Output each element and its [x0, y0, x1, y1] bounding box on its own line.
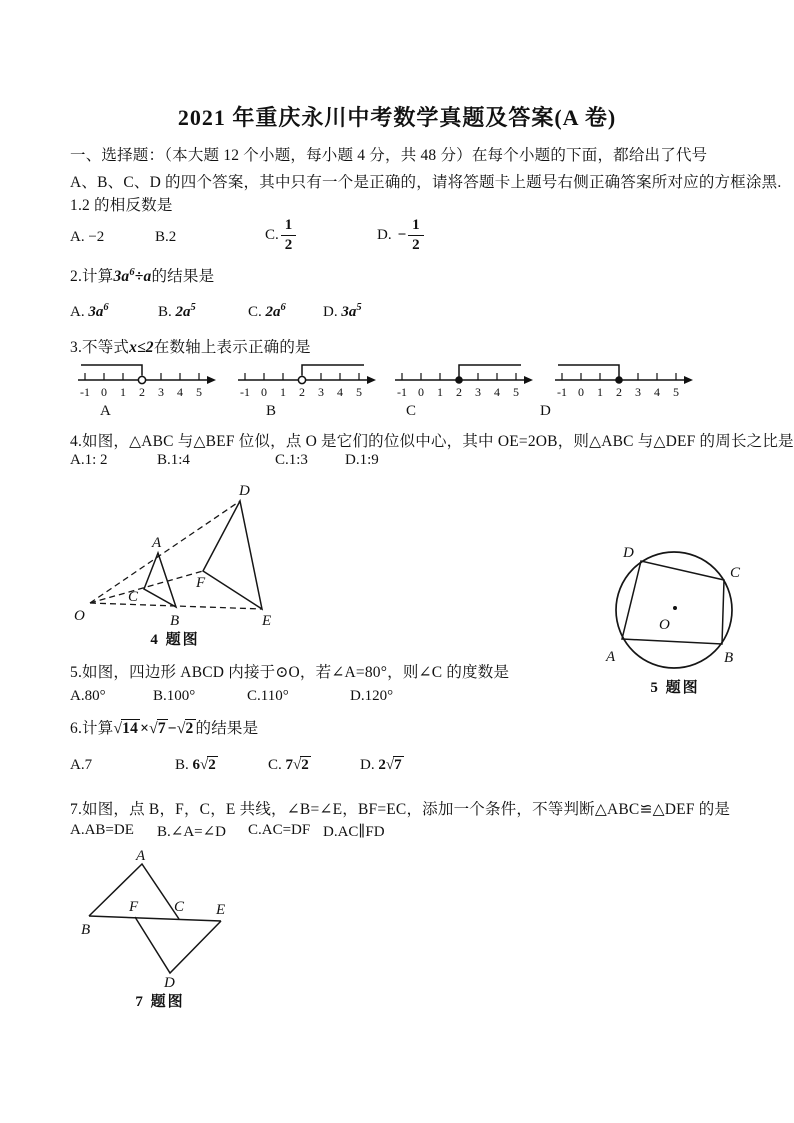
fraction — [408, 217, 424, 253]
q6-stem-prefix: 6.计算 — [70, 720, 114, 737]
ray-bracket-left — [81, 365, 142, 376]
axis-arrow — [684, 376, 693, 384]
svg-text:4: 4 — [494, 385, 500, 399]
page-title: 2021 年重庆永川中考数学真题及答案(A 卷) — [177, 105, 617, 130]
svg-text:5: 5 — [356, 385, 362, 399]
q7-figure-caption: 7 题图 — [135, 994, 185, 1010]
option-label: D. — [360, 757, 375, 773]
q2-expression-exponent: 6 — [129, 266, 135, 278]
sqrt-sign: √ — [385, 757, 395, 773]
ray-bracket-right — [459, 365, 521, 379]
option-math: 3a — [341, 304, 357, 320]
point-label-B: B — [81, 922, 91, 938]
q3-stem-math: x≤2 — [129, 339, 154, 356]
svg-text:1: 1 — [120, 385, 126, 399]
triangle-DEF — [135, 917, 221, 973]
svg-text:5: 5 — [196, 385, 202, 399]
q6-stem — [70, 716, 258, 738]
option-label: D. — [323, 304, 338, 320]
sqrt-sign: √ — [200, 757, 209, 773]
sqrt-sign: √ — [293, 757, 302, 773]
point-label-O: O — [74, 608, 85, 624]
q6-option-b — [175, 757, 218, 774]
svg-text:2: 2 — [299, 385, 305, 399]
svg-text:0: 0 — [578, 385, 584, 399]
q4-figure-caption: 4 题图 — [150, 632, 200, 648]
sqrt-radicand: 2 — [208, 757, 216, 773]
q2-stem-suffix: 的结果是 — [151, 268, 215, 285]
svg-text:1: 1 — [437, 385, 443, 399]
svg-text:4: 4 — [177, 385, 183, 399]
point-label-B: B — [170, 613, 180, 629]
dashed-ray-O-D — [90, 501, 240, 603]
q5-option-a: A.80° — [70, 688, 106, 704]
q7-option-a: A.AB=DE — [70, 822, 134, 838]
axis-arrow — [207, 376, 216, 384]
q4-option-d: D.1:9 — [345, 452, 379, 468]
q1-option-d — [377, 216, 426, 254]
sqrt-radicand: 2 — [301, 757, 309, 773]
q7-figure-congruent-triangles — [70, 845, 290, 990]
point-label-C: C — [730, 565, 741, 581]
axis-arrow — [367, 376, 376, 384]
svg-text:1: 1 — [597, 385, 603, 399]
option-math: 2a — [265, 304, 281, 320]
option-exponent: 5 — [356, 302, 362, 313]
svg-text:5: 5 — [673, 385, 679, 399]
intro-line-2: A、B、C、D 的四个答案，其中只有一个是正确的，请将答题卡上题号右侧正确答案所对应的方框涂黑. — [70, 174, 782, 191]
minus-sign: − — [167, 720, 177, 737]
numberline-label-c: C — [406, 403, 417, 419]
q2-option-a — [70, 304, 109, 321]
q2-stem-prefix: 2.计算 — [70, 268, 114, 285]
intro-line-1: 一、选择题：（本大题 12 个小题，每小题 4 分，共 48 分）在每个小题的下面，都给出了代号 — [70, 147, 708, 164]
sqrt-expression — [149, 720, 168, 737]
numberline-option-a — [75, 356, 217, 406]
open-circle — [298, 376, 305, 383]
svg-text:3: 3 — [475, 385, 481, 399]
option-label: A. — [70, 304, 85, 320]
q4-figure-similar-triangles — [70, 473, 300, 633]
svg-text:4: 4 — [337, 385, 343, 399]
q7-stem: 7.如图，点 B，F，C，E 共线，∠B=∠E，BF=EC，添加一个条件，不等判断△ABC≌△DEF 的是 — [70, 801, 731, 818]
point-label-A: A — [136, 848, 146, 864]
q5-option-c: C.110° — [247, 688, 289, 704]
q5-option-d: D.120° — [350, 688, 394, 704]
svg-text:0: 0 — [101, 385, 107, 399]
option-exponent: 6 — [103, 302, 109, 313]
sqrt-radicand: 7 — [157, 720, 166, 737]
minus-sign: − — [397, 226, 407, 243]
option-label: C. — [268, 757, 282, 773]
q2-expression-base: 3a — [113, 268, 130, 285]
svg-text:0: 0 — [261, 385, 267, 399]
q2-stem — [70, 264, 214, 286]
numberline-option-b — [235, 356, 377, 406]
q5-figure-inscribed-quadrilateral — [595, 525, 755, 675]
dashed-ray-O-F — [90, 571, 203, 603]
q6-stem-suffix: 的结果是 — [195, 720, 259, 737]
point-label-F: F — [196, 575, 206, 591]
axis-arrow — [524, 376, 533, 384]
sqrt-radicand: 2 — [185, 720, 194, 737]
filled-circle — [455, 376, 463, 384]
point-label-E: E — [216, 902, 226, 918]
point-label-C: C — [128, 589, 139, 605]
numberline-label-a: A — [100, 403, 111, 419]
svg-text:4: 4 — [654, 385, 660, 399]
numberline-label-b: B — [266, 403, 277, 419]
q3-stem-prefix: 3.不等式 — [70, 339, 130, 356]
open-circle — [138, 376, 145, 383]
q2-expression-tail: ÷a — [134, 268, 152, 285]
q1-stem: 1.2 的相反数是 — [70, 197, 173, 214]
option-label: C. — [248, 304, 262, 320]
point-label-D: D — [239, 483, 250, 499]
svg-text:5: 5 — [513, 385, 519, 399]
option-exponent: 6 — [280, 302, 286, 313]
svg-text:-1: -1 — [557, 385, 567, 399]
center-label-O: O — [659, 617, 670, 633]
q2-option-b — [158, 304, 196, 321]
q2-option-c — [248, 304, 286, 321]
q7-option-c: C.AC=DF — [248, 822, 311, 838]
point-label-A: A — [606, 649, 616, 665]
filled-circle — [615, 376, 623, 384]
quadrilateral-ABCD — [622, 561, 724, 644]
q7-option-d: D.AC∥FD — [323, 824, 385, 840]
q4-stem: 4.如图，△ABC 与△BEF 位似，点 O 是它们的位似中心，其中 OE=2OB，则△ABC 与△DEF 的周长之比是 — [70, 433, 794, 450]
coefficient: 7 — [285, 757, 294, 773]
svg-text:-1: -1 — [397, 385, 407, 399]
sqrt-expression — [177, 720, 196, 737]
times-sign: × — [140, 720, 150, 737]
q1-option-b: B.2 — [155, 229, 177, 245]
q5-stem: 5.如图，四边形 ABCD 内接于⊙O，若∠A=80°，则∠C 的度数是 — [70, 664, 510, 681]
sqrt-expression — [293, 757, 311, 773]
numberline-option-d — [552, 356, 694, 406]
q1-option-c-label: C. — [265, 226, 279, 243]
option-exponent: 5 — [190, 302, 196, 313]
q6-option-c — [268, 757, 311, 774]
q4-option-c: C.1:3 — [275, 452, 308, 468]
q7-option-b: B.∠A=∠D — [157, 824, 227, 840]
fraction-numerator: 1 — [281, 217, 297, 236]
sqrt-expression — [113, 720, 140, 737]
numberline-option-c — [392, 356, 534, 406]
sqrt-sign: √ — [176, 720, 186, 737]
point-label-C: C — [174, 899, 185, 915]
q5-option-b: B.100° — [153, 688, 196, 704]
svg-text:3: 3 — [158, 385, 164, 399]
svg-text:2: 2 — [456, 385, 462, 399]
center-dot — [673, 606, 677, 610]
point-label-D: D — [164, 975, 175, 990]
option-math: 3a — [88, 304, 104, 320]
sqrt-expression — [386, 757, 404, 773]
q4-option-b: B.1:4 — [157, 452, 190, 468]
triangle-DFE — [203, 501, 262, 609]
q2-option-d — [323, 304, 362, 321]
ray-bracket-left — [558, 365, 619, 379]
svg-text:3: 3 — [318, 385, 324, 399]
svg-text:-1: -1 — [240, 385, 250, 399]
q6-option-a: A.7 — [70, 757, 93, 773]
option-label: B. — [158, 304, 172, 320]
sqrt-sign: √ — [149, 720, 158, 737]
sqrt-sign: √ — [113, 720, 123, 737]
coefficient: 2 — [378, 757, 386, 773]
line-B-F-C-E — [89, 916, 221, 921]
coefficient: 6 — [192, 757, 201, 773]
svg-text:3: 3 — [635, 385, 641, 399]
sqrt-radicand: 7 — [394, 757, 402, 773]
fraction-numerator: 1 — [408, 217, 424, 236]
q3-stem-suffix: 在数轴上表示正确的是 — [153, 339, 311, 356]
svg-text:0: 0 — [418, 385, 424, 399]
sqrt-radicand: 14 — [122, 720, 139, 737]
svg-text:2: 2 — [616, 385, 622, 399]
fraction-denominator: 2 — [412, 236, 420, 253]
q3-stem — [70, 335, 311, 357]
fraction-denominator: 2 — [284, 236, 293, 253]
numberline-label-d: D — [540, 403, 551, 419]
q1-option-a: A. −2 — [70, 229, 105, 245]
fraction — [281, 217, 297, 253]
q1-option-d-label: D. — [377, 226, 392, 243]
point-label-E: E — [262, 613, 272, 629]
q4-option-a: A.1: 2 — [70, 452, 108, 468]
point-label-D: D — [623, 545, 634, 561]
sqrt-expression — [200, 757, 218, 773]
point-label-A: A — [152, 535, 162, 551]
circle-O — [616, 552, 732, 668]
option-math: 2a — [175, 304, 191, 320]
svg-text:1: 1 — [280, 385, 286, 399]
option-label: B. — [175, 757, 189, 773]
svg-text:2: 2 — [139, 385, 145, 399]
q1-option-c — [265, 216, 298, 254]
ray-bracket-right — [302, 365, 364, 376]
svg-text:-1: -1 — [80, 385, 90, 399]
q6-option-d — [360, 757, 404, 774]
point-label-F: F — [129, 899, 139, 915]
point-label-B: B — [724, 650, 734, 666]
q5-figure-caption: 5 题图 — [650, 680, 700, 696]
